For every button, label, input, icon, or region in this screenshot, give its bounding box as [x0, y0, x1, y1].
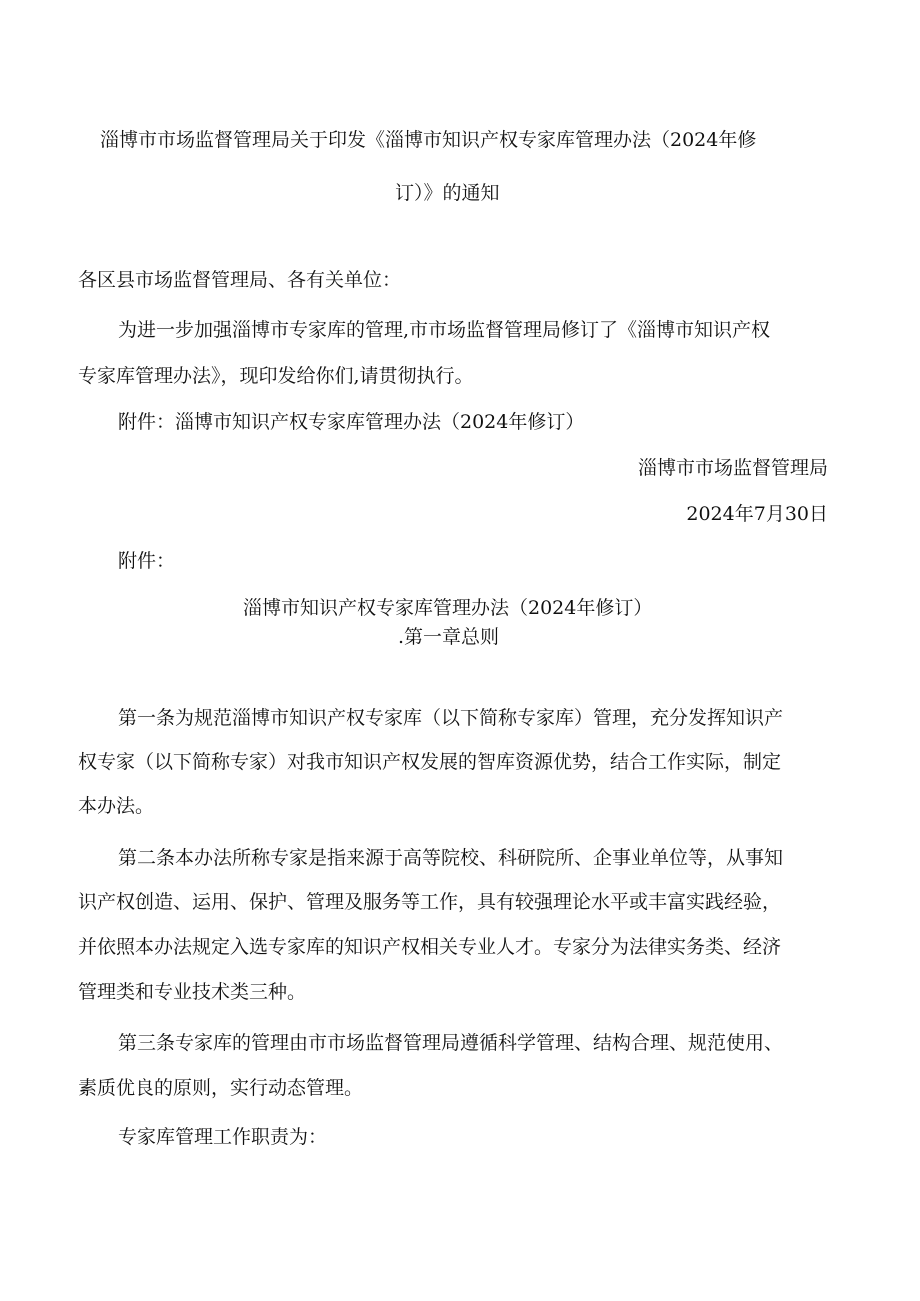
document-title-line-2: 订）》的通知 [395, 182, 500, 204]
attachment-label: 附件： [118, 550, 176, 572]
intro-line-2: 专家库管理办法》，现印发给你们,请贯彻执行。 [78, 365, 474, 387]
attachment-reference: 附件：淄博市知识产权专家库管理办法（2024年修订） [118, 411, 585, 433]
duties-heading: 专家库管理工作职责为： [118, 1126, 328, 1148]
article-3-line-1: 第三条专家库的管理由市市场监督管理局遵循科学管理、结构合理、规范使用、 [118, 1032, 784, 1054]
chapter-title: .第一章总则 [398, 626, 500, 648]
article-1-line-2: 权专家（以下简称专家）对我市知识产权发展的智库资源优势，结合工作实际，制定 [78, 751, 782, 773]
addressee: 各区县市场监督管理局、各有关单位： [78, 269, 402, 291]
signature-date: 2024年7月30日 [686, 503, 828, 525]
article-1-line-3: 本办法。 [78, 795, 155, 817]
signature-organization: 淄博市市场监督管理局 [637, 457, 828, 479]
article-1-line-1: 第一条为规范淄博市知识产权专家库（以下简称专家库）管理，充分发挥知识产 [118, 707, 784, 729]
document-title-line-1: 淄博市市场监督管理局关于印发《淄博市知识产权专家库管理办法（2024年修 [100, 129, 757, 151]
article-3-line-2: 素质优良的原则，实行动态管理。 [78, 1077, 364, 1099]
article-2-line-1: 第二条本办法所称专家是指来源于高等院校、科研院所、企事业单位等，从事知 [118, 847, 784, 869]
article-2-line-2: 识产权创造、运用、保护、管理及服务等工作，具有较强理论水平或丰富实践经验， [78, 891, 782, 913]
attachment-title: 淄博市知识产权专家库管理办法（2024年修订） [243, 597, 653, 619]
article-2-line-3: 并依照本办法规定入选专家库的知识产权相关专业人才。专家分为法律实务类、经济 [78, 936, 782, 958]
intro-line-1: 为进一步加强淄博市专家库的管理,市市场监督管理局修订了《淄博市知识产权 [118, 319, 771, 341]
article-2-line-4: 管理类和专业技术类三种。 [78, 981, 307, 1003]
